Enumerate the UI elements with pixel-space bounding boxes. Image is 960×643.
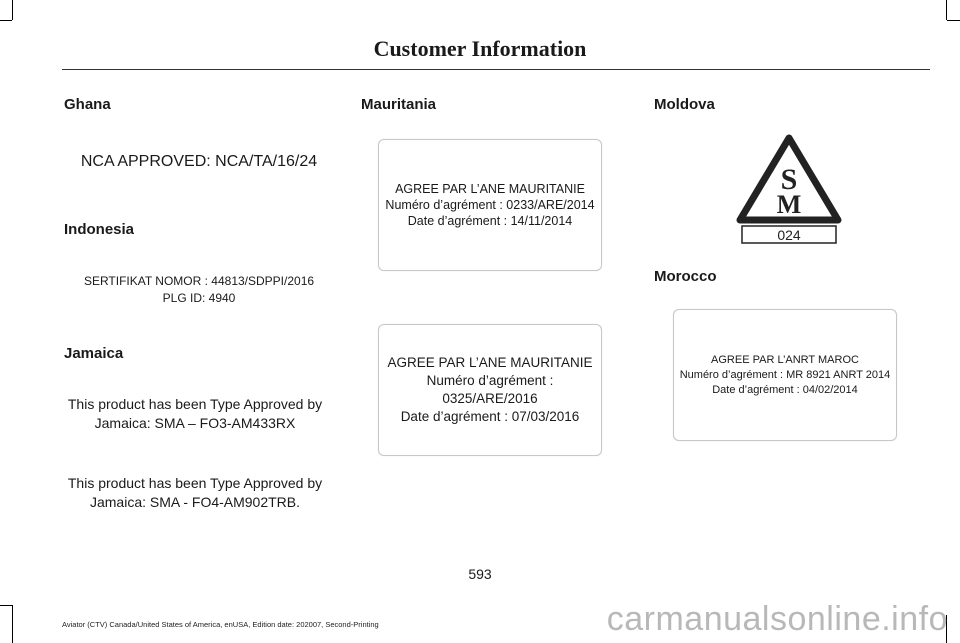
- crop-mark: [0, 20, 12, 21]
- crop-mark: [946, 0, 947, 20]
- mauritania-approval-label-2: AGREE PAR L’ANE MAURITANIE Numéro d’agrément : 0325/ARE/2016 Date d’agrément : 07/03/2016: [378, 324, 602, 456]
- ghana-heading: Ghana: [64, 96, 111, 113]
- jamaica-approval-text-2: This product has been Type Approved by Jamaica: SMA - FO4-AM902TRB.: [67, 475, 323, 510]
- footer-edition-text: Aviator (CTV) Canada/United States of America, enUSA, Edition date: 202007, Second-Printing: [62, 620, 379, 629]
- moldova-mark-number: 024: [777, 227, 801, 243]
- indonesia-heading: Indonesia: [64, 221, 135, 238]
- page-number: 593: [468, 566, 492, 582]
- crop-mark: [947, 20, 960, 21]
- sm-triangle-icon: [734, 132, 844, 248]
- watermark: carmanualsonline.info: [606, 600, 948, 638]
- header-rule: [62, 69, 930, 70]
- mauritania-approval-label-1: AGREE PAR L’ANE MAURITANIE Numéro d’agrément : 0233/ARE/2014 Date d’agrément : 14/11/2014: [378, 139, 602, 271]
- svg-text:S: S: [780, 163, 798, 196]
- ghana-approval-text: NCA APPROVED: NCA/TA/16/24: [80, 153, 318, 170]
- page-title: Customer Information: [373, 36, 587, 61]
- crop-mark: [12, 0, 13, 20]
- morocco-heading: Morocco: [654, 268, 717, 285]
- moldova-heading: Moldova: [654, 96, 715, 113]
- indonesia-certificate-text: SERTIFIKAT NOMOR : 44813/SDPPI/2016 PLG ID: 4940: [83, 274, 315, 305]
- morocco-approval-label: AGREE PAR L’ANRT MAROC Numéro d’agrément : MR 8921 ANRT 2014 Date d’agrément : 04/02/2014: [673, 309, 897, 441]
- crop-mark: [0, 605, 12, 606]
- jamaica-approval-text-1: This product has been Type Approved by Jamaica: SMA – FO3-AM433RX: [67, 396, 323, 431]
- moldova-conformity-mark: [734, 132, 844, 248]
- crop-mark: [12, 605, 13, 643]
- mauritania-heading: Mauritania: [361, 96, 437, 113]
- svg-text:M: M: [776, 190, 802, 219]
- jamaica-heading: Jamaica: [64, 345, 124, 362]
